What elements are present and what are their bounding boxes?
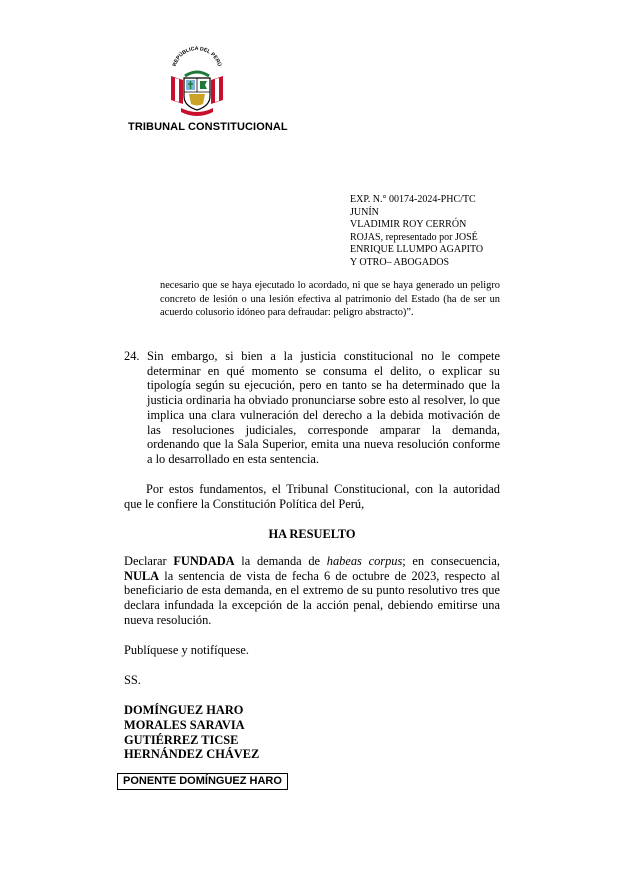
case-party-line: ENRIQUE LLUMPO AGAPITO [350, 244, 484, 255]
ss-line: SS. [124, 673, 141, 687]
magistrates-list [124, 703, 259, 762]
quoted-text: necesario que se haya ejecutado lo acordado, ni que se haya generado un peligro concreto de lesión o una lesión efectiva al patrimonio del Estado (ha de ser un acuerdo colusorio idóneo para defraudar: peligro abstracto)”. [160, 280, 500, 319]
case-info-block [350, 194, 530, 269]
case-party-line: VLADIMIR ROY CERRÓN [350, 219, 467, 230]
magistrate-name: GUTIÉRREZ TICSE [124, 732, 239, 747]
ponente-box: PONENTE DOMÍNGUEZ HARO [117, 773, 288, 790]
magistrate-name: DOMÍNGUEZ HARO [124, 703, 244, 717]
paragraph-24: Sin embargo, si bien a la justicia constitucional no le compete determinar en qué momento se consuma el delito, o explicar su tipología según su ejecución, pero en tanto se ha determinado que la justicia ordinaria ha obviado pronunciarse sobre esto al resolver, lo que implica una clara vulneración del derecho a la debida motivación de las resoluciones judiciales, corresponde amparar la demanda, ordenando que la Sala Superior, emita una nueva resolución conforme a lo desarrollado en esta sentencia. [147, 349, 500, 466]
paragraph-number: 24. [124, 349, 140, 363]
ha-resuelto-heading: HA RESUELTO [268, 527, 356, 541]
peru-coat-of-arms-logo [167, 46, 227, 118]
ruling-text: la demanda de [234, 554, 327, 568]
ruling-text: Declarar [124, 554, 174, 568]
svg-text:REPÚBLICA DEL PERÚ [172, 46, 223, 67]
ruling-habeas-corpus: habeas corpus [326, 554, 403, 568]
case-party-line: Y OTRO– ABOGADOS [350, 256, 450, 268]
fundamentos-paragraph: Por estos fundamentos, el Tribunal Constitucional, con la autoridad que le confiere la Constitución Política del Perú, [124, 482, 500, 511]
emblem-arc-text: REPÚBLICA DEL PERÚ [171, 46, 223, 68]
ruling-paragraph [124, 554, 500, 628]
case-party-line: ROJAS, representado por JOSÉ [350, 231, 478, 243]
magistrate-name: HERNÁNDEZ CHÁVEZ [124, 747, 260, 762]
case-region: JUNÍN [350, 206, 379, 218]
case-number: EXP. N.° 00174-2024-PHC/TC [350, 194, 476, 205]
ruling-nula: NULA [124, 568, 160, 583]
ruling-text: la sentencia de vista de fecha 6 de octubre de 2023, respecto al beneficiario de esta demanda, en el extremo de su punto resolutivo tres que declara infundada la excepción de la acción penal, debiendo emitirse una nueva resolución. [124, 568, 500, 627]
institution-name: TRIBUNAL CONSTITUCIONAL [128, 121, 288, 133]
publication-line: Publíquese y notifíquese. [124, 643, 249, 657]
ruling-text: ; en consecuencia, [402, 554, 500, 568]
ruling-fundada: FUNDADA [173, 554, 235, 568]
magistrate-name: MORALES SARAVIA [124, 717, 245, 732]
